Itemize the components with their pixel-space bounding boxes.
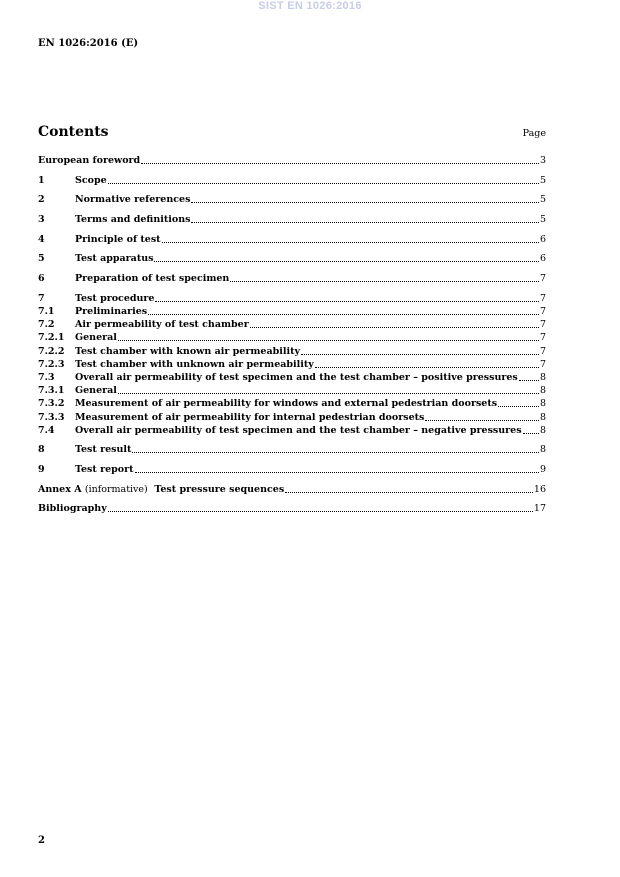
toc-entry-1[interactable]	[38, 176, 546, 186]
contents-title: Contents	[38, 124, 109, 140]
toc-entry-2[interactable]	[38, 195, 546, 205]
dot-leader	[118, 391, 539, 394]
toc-entry-page: 7	[539, 306, 546, 317]
toc-entry-number: 7.3	[38, 371, 55, 383]
dot-leader	[250, 325, 539, 328]
toc-entry-number: 2	[38, 194, 45, 206]
toc-entry-page: 8	[539, 444, 546, 456]
toc-entry-annex-a[interactable]	[38, 485, 546, 495]
dot-leader	[285, 490, 533, 493]
toc-entry-number: 1	[38, 174, 45, 186]
toc-entry-page: 8	[539, 371, 546, 383]
toc-entry-title: General	[75, 385, 117, 397]
dot-leader	[301, 352, 539, 355]
toc-entry-7-2-1[interactable]	[38, 333, 546, 343]
footer-page-number: 2	[38, 835, 45, 846]
toc-entry-title: Test procedure	[75, 292, 155, 304]
toc-entry-9[interactable]	[38, 465, 546, 475]
toc-entry-title: Preparation of test specimen	[75, 273, 230, 285]
annex-note: (informative)	[84, 483, 148, 495]
dot-leader	[108, 181, 539, 184]
toc-entry-7-1[interactable]	[38, 307, 546, 317]
dot-leader	[155, 299, 538, 302]
toc-entry-number: 7.1	[38, 306, 55, 317]
toc-entry-3[interactable]	[38, 215, 546, 225]
toc-entry-7-3[interactable]	[38, 373, 546, 383]
dot-leader	[191, 220, 539, 223]
toc-entry-number: 7.2.1	[38, 332, 65, 344]
dot-leader	[191, 200, 539, 203]
toc-entry-page: 8	[539, 424, 546, 436]
watermark: SIST EN 1026:2016	[258, 0, 362, 12]
toc-entry-foreword[interactable]	[38, 156, 546, 166]
toc-entry-page: 6	[539, 233, 546, 245]
toc-entry-title: Test chamber with unknown air permeability	[75, 358, 314, 370]
toc-entry-page: 6	[539, 253, 546, 265]
toc-entry-title: Terms and definitions	[75, 214, 191, 226]
toc-entry-number: 7.2.3	[38, 358, 65, 370]
toc-entry-page: 8	[539, 385, 546, 397]
dot-leader	[118, 338, 539, 341]
dot-leader	[315, 365, 539, 368]
toc-entry-page: 16	[533, 483, 546, 495]
toc-entry-title: Scope	[75, 174, 107, 186]
toc-entry-title: Preliminaries	[75, 306, 148, 317]
toc-entry-title: Measurement of air permeability for windows and external pedestrian doorsets	[75, 398, 498, 410]
dot-leader	[135, 470, 539, 473]
toc-entry-7-2-3[interactable]	[38, 360, 546, 370]
annex-label: Annex A	[38, 483, 82, 495]
toc-entry-title: Normative references	[75, 194, 191, 206]
toc-entry-number: 6	[38, 273, 45, 285]
dot-leader	[425, 418, 539, 421]
dot-leader	[519, 378, 539, 381]
dot-leader	[498, 404, 539, 407]
toc-entry-7-2-2[interactable]	[38, 347, 546, 357]
annex-title: Test pressure sequences	[154, 483, 285, 495]
toc-entry-7-3-2[interactable]	[38, 399, 546, 409]
toc-entry-title: Test chamber with known air permeability	[75, 345, 300, 357]
dot-leader	[132, 450, 539, 453]
toc-entry-number: 7.2	[38, 319, 55, 331]
toc-entry-page: 7	[539, 345, 546, 357]
toc-entry-number: 5	[38, 253, 45, 265]
toc-entry-title: Test apparatus	[75, 253, 154, 265]
toc-entry-title: Bibliography	[38, 503, 107, 515]
toc-entry-8[interactable]	[38, 445, 546, 455]
toc-entry-page: 7	[539, 332, 546, 344]
toc-entry-page: 7	[539, 292, 546, 304]
toc-entry-6[interactable]	[38, 274, 546, 284]
toc-entry-number: 8	[38, 444, 45, 456]
toc-entry-7[interactable]	[38, 294, 546, 304]
toc-entry-page: 5	[539, 174, 546, 186]
toc-entry-7-2[interactable]	[38, 320, 546, 330]
toc-entry-title: European foreword	[38, 155, 141, 166]
dot-leader	[523, 431, 539, 434]
toc-entry-number: 7.3.2	[38, 398, 65, 410]
toc-entry-number: 9	[38, 464, 45, 476]
toc-entry-title: Overall air permeability of test specimen and the test chamber – negative pressures	[75, 424, 522, 436]
toc-entry-title: Overall air permeability of test specimen and the test chamber – positive pressures	[75, 371, 518, 383]
toc-entry-number: 3	[38, 214, 45, 226]
toc-entry-page: 3	[539, 155, 546, 166]
toc-entry-7-3-1[interactable]	[38, 386, 546, 396]
table-of-contents	[38, 156, 546, 514]
toc-entry-5[interactable]	[38, 254, 546, 264]
toc-entry-number: 7	[38, 292, 45, 304]
dot-leader	[230, 279, 539, 282]
toc-entry-page: 8	[539, 411, 546, 423]
toc-entry-page: 17	[533, 503, 546, 515]
toc-entry-page: 5	[539, 214, 546, 226]
toc-entry-title: Air permeability of test chamber	[75, 319, 249, 331]
toc-entry-number: 7.3.3	[38, 411, 65, 423]
dot-leader	[148, 312, 539, 315]
toc-entry-title: Principle of test	[75, 233, 161, 245]
toc-entry-number: 7.2.2	[38, 345, 65, 357]
toc-entry-7-4[interactable]	[38, 426, 546, 436]
document-id: EN 1026:2016 (E)	[38, 38, 139, 49]
dot-leader	[141, 161, 539, 164]
toc-entry-page: 7	[539, 358, 546, 370]
toc-entry-4[interactable]	[38, 235, 546, 245]
toc-entry-number: 7.4	[38, 424, 55, 436]
toc-entry-page: 5	[539, 194, 546, 206]
toc-entry-title: Measurement of air permeability for internal pedestrian doorsets	[75, 411, 425, 423]
toc-entry-bibliography[interactable]	[38, 504, 546, 514]
dot-leader	[162, 240, 539, 243]
toc-entry-title: Test report	[75, 464, 134, 476]
toc-entry-page: 9	[539, 464, 546, 476]
toc-entry-7-3-3[interactable]	[38, 413, 546, 423]
dot-leader	[108, 509, 533, 512]
toc-entry-title	[38, 485, 284, 495]
toc-entry-number: 4	[38, 233, 45, 245]
toc-entry-page: 7	[539, 273, 546, 285]
dot-leader	[154, 259, 538, 262]
toc-entry-title: Test result	[75, 444, 132, 456]
toc-entry-page: 7	[539, 319, 546, 331]
page-column-label: Page	[522, 128, 546, 139]
toc-entry-number: 7.3.1	[38, 385, 65, 397]
toc-entry-page: 8	[539, 398, 546, 410]
toc-entry-title: General	[75, 332, 117, 344]
